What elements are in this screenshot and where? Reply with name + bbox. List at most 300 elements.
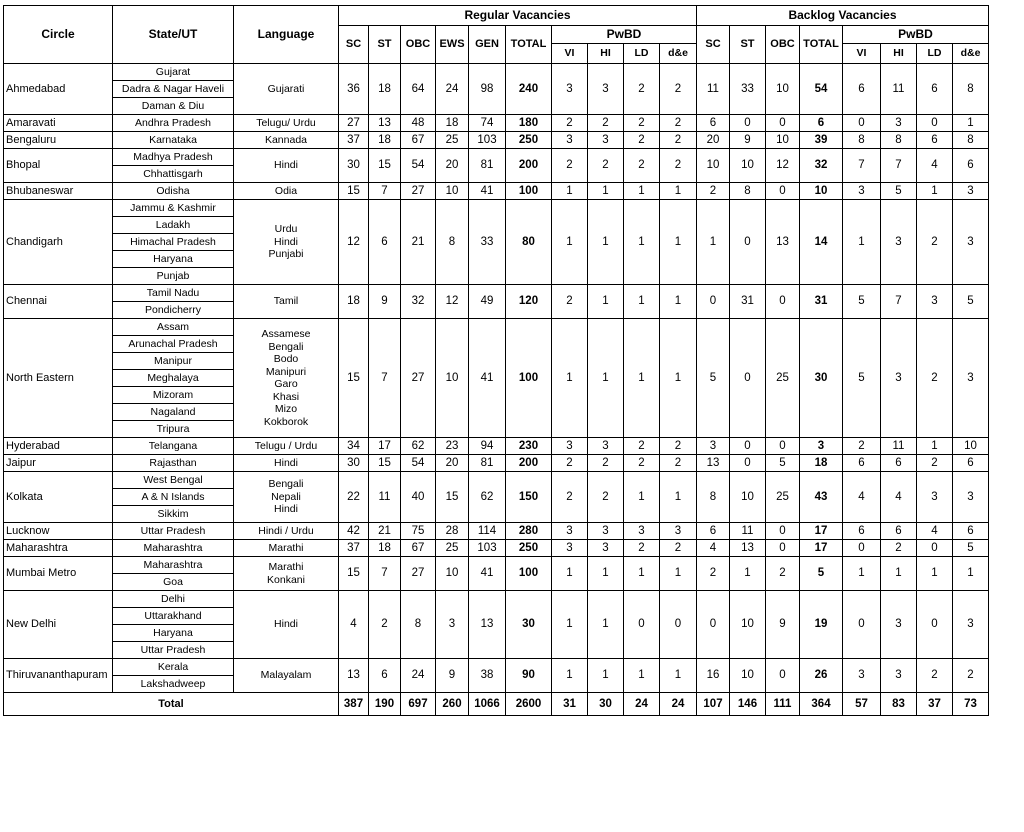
language-name: Hindi (274, 503, 298, 516)
backlog-value-cell: 0 (766, 285, 800, 319)
regular-value-cell: 27 (401, 319, 436, 438)
backlog-pwbd-cell: 1 (843, 557, 881, 591)
regular-value-cell: 32 (401, 285, 436, 319)
regular-value-cell: 11 (369, 472, 401, 523)
regular-value-cell: 54 (401, 455, 436, 472)
backlog-pwbd-cell: 3 (917, 285, 953, 319)
total-backlog-pwbd-cell: 83 (881, 693, 917, 716)
backlog-pwbd-cell: 5 (843, 319, 881, 438)
backlog-pwbd-cell: 0 (917, 540, 953, 557)
language-name: Telugu/ Urdu (256, 116, 316, 129)
total-regular-cell: 1066 (469, 693, 506, 716)
backlog-pwbd-cell: 2 (917, 200, 953, 285)
regular-value-cell: 38 (469, 659, 506, 693)
regular-pwbd-cell: 2 (552, 115, 588, 132)
backlog-value-cell: 0 (730, 438, 766, 455)
state-cell: Odisha (113, 183, 234, 200)
regular-pwbd-cell: 1 (552, 557, 588, 591)
regular-pwbd-cell: 2 (588, 455, 624, 472)
regular-pwbd-cell: 2 (588, 149, 624, 183)
backlog-pwbd-cell: 2 (881, 540, 917, 557)
regular-value-cell: 80 (506, 200, 552, 285)
language-name: Bengali (268, 340, 304, 353)
regular-value-cell: 9 (436, 659, 469, 693)
regular-value-cell: 100 (506, 319, 552, 438)
backlog-value-cell: 2 (697, 557, 730, 591)
regular-value-cell: 200 (506, 149, 552, 183)
total-regular-pwbd-cell: 31 (552, 693, 588, 716)
backlog-value-cell: 6 (697, 523, 730, 540)
state-cell: Nagaland (113, 404, 234, 421)
regular-pwbd-cell: 2 (588, 472, 624, 523)
regular-value-cell: 40 (401, 472, 436, 523)
backlog-pwbd-cell: 6 (843, 523, 881, 540)
backlog-value-cell: 2 (697, 183, 730, 200)
header-back-de: d&e (953, 44, 989, 64)
regular-value-cell: 23 (436, 438, 469, 455)
backlog-value-cell: 6 (800, 115, 843, 132)
regular-value-cell: 98 (469, 64, 506, 115)
regular-pwbd-cell: 1 (624, 557, 660, 591)
header-back-ld: LD (917, 44, 953, 64)
header-reg-vi: VI (552, 44, 588, 64)
regular-value-cell: 200 (506, 455, 552, 472)
backlog-pwbd-cell: 3 (881, 659, 917, 693)
backlog-pwbd-cell: 6 (881, 523, 917, 540)
backlog-pwbd-cell: 6 (881, 455, 917, 472)
regular-value-cell: 90 (506, 659, 552, 693)
header-reg-de: d&e (660, 44, 697, 64)
total-regular-cell: 697 (401, 693, 436, 716)
backlog-pwbd-cell: 4 (917, 523, 953, 540)
regular-value-cell: 30 (339, 149, 369, 183)
backlog-value-cell: 12 (766, 149, 800, 183)
backlog-value-cell: 31 (800, 285, 843, 319)
backlog-pwbd-cell: 6 (917, 132, 953, 149)
regular-value-cell: 150 (506, 472, 552, 523)
backlog-pwbd-cell: 4 (917, 149, 953, 183)
backlog-pwbd-cell: 8 (843, 132, 881, 149)
backlog-value-cell: 14 (800, 200, 843, 285)
regular-value-cell: 67 (401, 132, 436, 149)
regular-pwbd-cell: 2 (552, 149, 588, 183)
total-backlog-cell: 364 (800, 693, 843, 716)
language-name: Mizo (274, 403, 298, 415)
language-name: Khasi (272, 390, 300, 403)
circle-cell: Amaravati (4, 115, 113, 132)
regular-pwbd-cell: 1 (552, 591, 588, 659)
regular-value-cell: 8 (436, 200, 469, 285)
backlog-value-cell: 43 (800, 472, 843, 523)
backlog-pwbd-cell: 3 (881, 200, 917, 285)
state-cell: Assam (113, 319, 234, 336)
regular-pwbd-cell: 2 (660, 149, 697, 183)
regular-value-cell: 67 (401, 540, 436, 557)
regular-pwbd-cell: 0 (624, 591, 660, 659)
state-cell: Arunachal Pradesh (113, 336, 234, 353)
total-backlog-pwbd-cell: 57 (843, 693, 881, 716)
backlog-pwbd-cell: 3 (917, 472, 953, 523)
backlog-pwbd-cell: 1 (917, 557, 953, 591)
regular-pwbd-cell: 2 (552, 285, 588, 319)
regular-value-cell: 7 (369, 557, 401, 591)
regular-pwbd-cell: 3 (552, 64, 588, 115)
backlog-pwbd-cell: 7 (843, 149, 881, 183)
backlog-pwbd-cell: 5 (953, 540, 989, 557)
circle-cell: New Delhi (4, 591, 113, 659)
state-cell: Pondicherry (113, 302, 234, 319)
regular-pwbd-cell: 2 (660, 132, 697, 149)
backlog-value-cell: 4 (697, 540, 730, 557)
regular-value-cell: 280 (506, 523, 552, 540)
regular-pwbd-cell: 3 (552, 523, 588, 540)
backlog-pwbd-cell: 2 (843, 438, 881, 455)
header-back-hi: HI (881, 44, 917, 64)
header-reg-sc: SC (339, 26, 369, 64)
language-name: Assamese (261, 328, 311, 340)
header-reg-gen: GEN (469, 26, 506, 64)
backlog-pwbd-cell: 2 (917, 659, 953, 693)
header-back-total: TOTAL (800, 26, 843, 64)
backlog-value-cell: 31 (730, 285, 766, 319)
backlog-value-cell: 9 (730, 132, 766, 149)
regular-pwbd-cell: 1 (624, 285, 660, 319)
regular-value-cell: 30 (506, 591, 552, 659)
total-label: Total (4, 693, 339, 716)
backlog-pwbd-cell: 7 (881, 285, 917, 319)
regular-value-cell: 81 (469, 455, 506, 472)
regular-pwbd-cell: 1 (660, 285, 697, 319)
backlog-value-cell: 10 (766, 132, 800, 149)
regular-pwbd-cell: 2 (624, 115, 660, 132)
backlog-value-cell: 3 (697, 438, 730, 455)
state-cell: West Bengal (113, 472, 234, 489)
vacancy-table-container (3, 5, 989, 716)
backlog-value-cell: 0 (766, 540, 800, 557)
state-cell: Karnataka (113, 132, 234, 149)
circle-cell: North Eastern (4, 319, 113, 438)
backlog-value-cell: 0 (730, 319, 766, 438)
backlog-pwbd-cell: 5 (881, 183, 917, 200)
state-cell: Delhi (113, 591, 234, 608)
backlog-pwbd-cell: 11 (881, 438, 917, 455)
state-cell: A & N Islands (113, 489, 234, 506)
backlog-pwbd-cell: 3 (881, 591, 917, 659)
regular-pwbd-cell: 1 (588, 591, 624, 659)
backlog-pwbd-cell: 1 (953, 557, 989, 591)
backlog-value-cell: 17 (800, 540, 843, 557)
backlog-value-cell: 0 (697, 285, 730, 319)
regular-value-cell: 62 (469, 472, 506, 523)
header-reg-hi: HI (588, 44, 624, 64)
regular-pwbd-cell: 2 (660, 64, 697, 115)
circle-cell: Mumbai Metro (4, 557, 113, 591)
state-cell: Ladakh (113, 217, 234, 234)
table-row (4, 591, 989, 608)
state-cell: Madhya Pradesh (113, 149, 234, 166)
backlog-value-cell: 2 (766, 557, 800, 591)
regular-value-cell: 6 (369, 659, 401, 693)
backlog-pwbd-cell: 3 (843, 659, 881, 693)
regular-value-cell: 15 (339, 319, 369, 438)
regular-value-cell: 15 (339, 183, 369, 200)
language-name: Hindi (274, 618, 298, 631)
state-cell: Sikkim (113, 506, 234, 523)
circle-cell: Bhubaneswar (4, 183, 113, 200)
regular-value-cell: 12 (339, 200, 369, 285)
backlog-value-cell: 19 (800, 591, 843, 659)
regular-value-cell: 250 (506, 132, 552, 149)
backlog-pwbd-cell: 8 (953, 132, 989, 149)
regular-value-cell: 20 (436, 149, 469, 183)
language-name: Kokborok (263, 415, 309, 428)
regular-pwbd-cell: 1 (588, 659, 624, 693)
regular-value-cell: 21 (401, 200, 436, 285)
regular-value-cell: 13 (369, 115, 401, 132)
language-cell (234, 523, 339, 540)
backlog-value-cell: 32 (800, 149, 843, 183)
regular-pwbd-cell: 2 (660, 115, 697, 132)
circle-cell: Ahmedabad (4, 64, 113, 115)
regular-pwbd-cell: 3 (588, 64, 624, 115)
state-cell: Uttar Pradesh (113, 642, 234, 659)
language-cell (234, 438, 339, 455)
total-backlog-cell: 146 (730, 693, 766, 716)
regular-value-cell: 7 (369, 319, 401, 438)
table-row (4, 319, 989, 336)
regular-value-cell: 25 (436, 540, 469, 557)
regular-value-cell: 12 (436, 285, 469, 319)
header-regular-vacancies: Regular Vacancies (339, 6, 697, 26)
regular-pwbd-cell: 1 (552, 659, 588, 693)
backlog-pwbd-cell: 1 (917, 183, 953, 200)
backlog-value-cell: 0 (766, 438, 800, 455)
state-cell: Himachal Pradesh (113, 234, 234, 251)
regular-pwbd-cell: 1 (624, 200, 660, 285)
regular-pwbd-cell: 2 (660, 455, 697, 472)
circle-cell: Lucknow (4, 523, 113, 540)
backlog-value-cell: 17 (800, 523, 843, 540)
backlog-pwbd-cell: 3 (843, 183, 881, 200)
regular-pwbd-cell: 1 (660, 183, 697, 200)
header-back-obc: OBC (766, 26, 800, 64)
backlog-pwbd-cell: 7 (881, 149, 917, 183)
header-backlog-vacancies: Backlog Vacancies (697, 6, 989, 26)
backlog-value-cell: 0 (730, 115, 766, 132)
language-cell (234, 64, 339, 115)
state-cell: Maharashtra (113, 540, 234, 557)
total-backlog-cell: 107 (697, 693, 730, 716)
regular-value-cell: 250 (506, 540, 552, 557)
language-name: Nepali (271, 490, 301, 503)
state-cell: Daman & Diu (113, 98, 234, 115)
backlog-pwbd-cell: 1 (843, 200, 881, 285)
vacancy-table (3, 5, 989, 716)
circle-cell: Bengaluru (4, 132, 113, 149)
language-name: Marathi (268, 541, 304, 554)
regular-pwbd-cell: 1 (588, 200, 624, 285)
language-name: Malayalam (260, 669, 312, 682)
circle-cell: Hyderabad (4, 438, 113, 455)
regular-value-cell: 100 (506, 183, 552, 200)
regular-pwbd-cell: 1 (660, 472, 697, 523)
backlog-pwbd-cell: 0 (843, 540, 881, 557)
header-reg-st: ST (369, 26, 401, 64)
backlog-value-cell: 9 (766, 591, 800, 659)
backlog-value-cell: 3 (800, 438, 843, 455)
backlog-pwbd-cell: 0 (843, 591, 881, 659)
language-cell (234, 540, 339, 557)
language-name: Kannada (264, 133, 308, 146)
backlog-pwbd-cell: 3 (953, 200, 989, 285)
total-backlog-pwbd-cell: 37 (917, 693, 953, 716)
backlog-value-cell: 26 (800, 659, 843, 693)
state-cell: Punjab (113, 268, 234, 285)
backlog-value-cell: 54 (800, 64, 843, 115)
regular-value-cell: 75 (401, 523, 436, 540)
regular-value-cell: 18 (436, 115, 469, 132)
regular-value-cell: 7 (369, 183, 401, 200)
regular-value-cell: 230 (506, 438, 552, 455)
regular-value-cell: 9 (369, 285, 401, 319)
state-cell: Andhra Pradesh (113, 115, 234, 132)
backlog-value-cell: 0 (766, 115, 800, 132)
backlog-value-cell: 5 (766, 455, 800, 472)
language-name: Hindi (274, 235, 298, 248)
backlog-value-cell: 13 (697, 455, 730, 472)
state-cell: Telangana (113, 438, 234, 455)
backlog-value-cell: 25 (766, 319, 800, 438)
language-name: Garo (274, 378, 298, 390)
backlog-pwbd-cell: 3 (881, 319, 917, 438)
table-row (4, 285, 989, 302)
language-name: Hindi / Urdu (258, 524, 314, 537)
language-cell (234, 149, 339, 183)
backlog-pwbd-cell: 8 (881, 132, 917, 149)
backlog-pwbd-cell: 3 (953, 319, 989, 438)
regular-pwbd-cell: 2 (624, 149, 660, 183)
backlog-pwbd-cell: 11 (881, 64, 917, 115)
regular-pwbd-cell: 3 (660, 523, 697, 540)
regular-pwbd-cell: 2 (624, 64, 660, 115)
state-cell: Kerala (113, 659, 234, 676)
vacancy-table-body (4, 64, 989, 716)
backlog-value-cell: 11 (730, 523, 766, 540)
total-row (4, 693, 989, 716)
language-cell (234, 455, 339, 472)
header-back-pwbd: PwBD (843, 26, 989, 44)
backlog-pwbd-cell: 4 (843, 472, 881, 523)
regular-pwbd-cell: 2 (552, 455, 588, 472)
language-name: Urdu (274, 223, 298, 236)
backlog-value-cell: 33 (730, 64, 766, 115)
regular-value-cell: 62 (401, 438, 436, 455)
regular-value-cell: 36 (339, 64, 369, 115)
regular-value-cell: 94 (469, 438, 506, 455)
backlog-value-cell: 10 (800, 183, 843, 200)
backlog-pwbd-cell: 8 (953, 64, 989, 115)
backlog-value-cell: 11 (697, 64, 730, 115)
regular-value-cell: 41 (469, 319, 506, 438)
backlog-pwbd-cell: 4 (881, 472, 917, 523)
state-cell: Haryana (113, 251, 234, 268)
regular-value-cell: 18 (369, 132, 401, 149)
regular-value-cell: 30 (339, 455, 369, 472)
language-name: Odia (274, 184, 298, 197)
language-cell (234, 591, 339, 659)
language-name: Gujarati (267, 82, 305, 95)
header-circle: Circle (4, 6, 113, 64)
regular-pwbd-cell: 3 (624, 523, 660, 540)
table-row (4, 115, 989, 132)
backlog-value-cell: 1 (697, 200, 730, 285)
state-cell: Maharashtra (113, 557, 234, 574)
total-backlog-pwbd-cell: 73 (953, 693, 989, 716)
backlog-value-cell: 10 (730, 591, 766, 659)
circle-cell: Bhopal (4, 149, 113, 183)
regular-pwbd-cell: 1 (624, 472, 660, 523)
regular-value-cell: 18 (339, 285, 369, 319)
regular-value-cell: 48 (401, 115, 436, 132)
language-cell (234, 183, 339, 200)
header-reg-total: TOTAL (506, 26, 552, 64)
regular-pwbd-cell: 3 (552, 438, 588, 455)
circle-cell: Chennai (4, 285, 113, 319)
backlog-pwbd-cell: 3 (881, 115, 917, 132)
regular-pwbd-cell: 2 (624, 132, 660, 149)
circle-cell: Maharashtra (4, 540, 113, 557)
state-cell: Goa (113, 574, 234, 591)
backlog-value-cell: 0 (766, 523, 800, 540)
language-cell (234, 319, 339, 438)
total-regular-pwbd-cell: 30 (588, 693, 624, 716)
regular-pwbd-cell: 1 (624, 319, 660, 438)
total-regular-cell: 260 (436, 693, 469, 716)
regular-pwbd-cell: 2 (588, 115, 624, 132)
backlog-pwbd-cell: 3 (953, 183, 989, 200)
backlog-value-cell: 25 (766, 472, 800, 523)
state-cell: Gujarat (113, 64, 234, 81)
backlog-pwbd-cell: 6 (953, 149, 989, 183)
state-cell: Meghalaya (113, 370, 234, 387)
table-row (4, 557, 989, 574)
regular-pwbd-cell: 2 (660, 540, 697, 557)
regular-pwbd-cell: 1 (588, 319, 624, 438)
circle-cell: Kolkata (4, 472, 113, 523)
state-cell: Manipur (113, 353, 234, 370)
regular-value-cell: 180 (506, 115, 552, 132)
state-cell: Chhattisgarh (113, 166, 234, 183)
language-name: Hindi (274, 159, 298, 172)
backlog-pwbd-cell: 3 (953, 472, 989, 523)
regular-value-cell: 10 (436, 183, 469, 200)
regular-value-cell: 15 (436, 472, 469, 523)
backlog-pwbd-cell: 0 (843, 115, 881, 132)
regular-pwbd-cell: 1 (552, 200, 588, 285)
regular-pwbd-cell: 3 (552, 132, 588, 149)
regular-pwbd-cell: 1 (624, 659, 660, 693)
backlog-pwbd-cell: 5 (953, 285, 989, 319)
language-name: Manipuri (265, 365, 307, 378)
regular-value-cell: 24 (401, 659, 436, 693)
regular-pwbd-cell: 1 (624, 183, 660, 200)
regular-pwbd-cell: 3 (552, 540, 588, 557)
state-cell: Lakshadweep (113, 676, 234, 693)
header-reg-obc: OBC (401, 26, 436, 64)
regular-value-cell: 21 (369, 523, 401, 540)
table-row (4, 455, 989, 472)
regular-value-cell: 34 (339, 438, 369, 455)
